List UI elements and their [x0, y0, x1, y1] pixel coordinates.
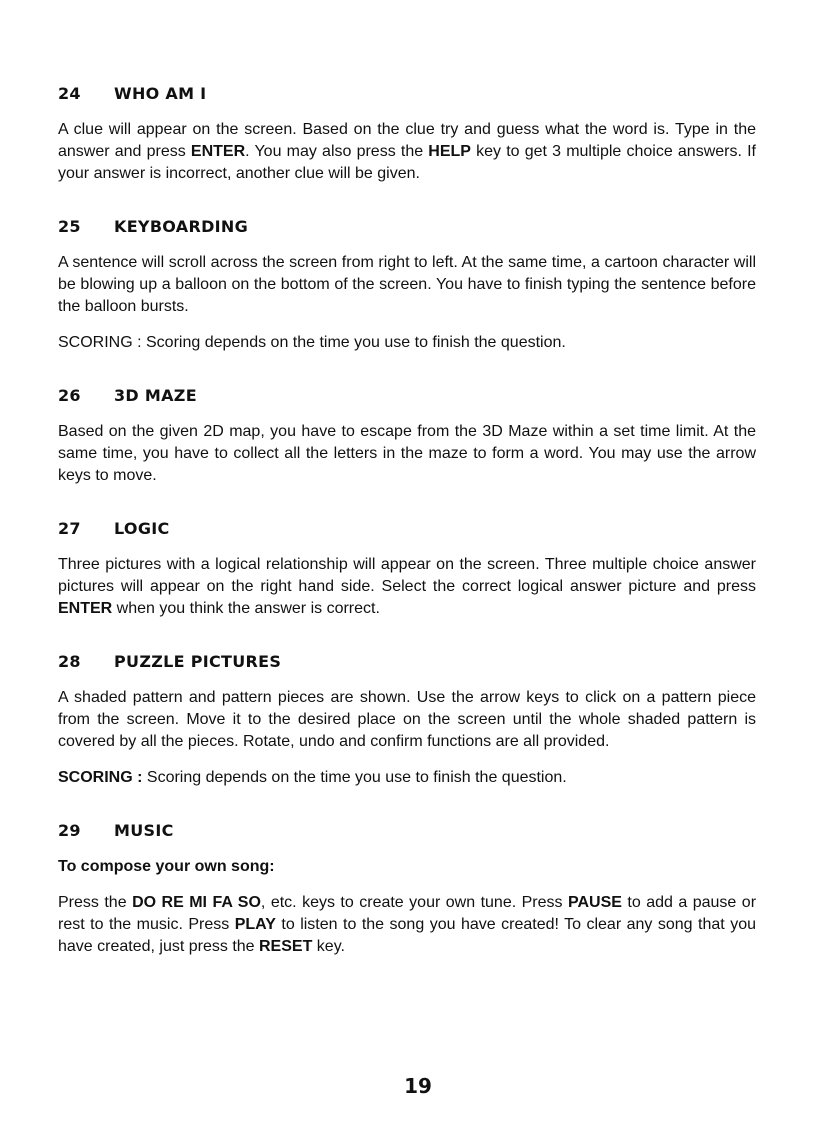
section-paragraph: A clue will appear on the screen. Based on the clue try and guess what the word is. Type in the answer and press ENTER. You may also press the HELP key to get 3 multiple choice answers. If your answer is incorrect, another clue will be given. — [58, 121, 756, 182]
section-number: 27 — [58, 519, 81, 538]
page-number: 19 — [404, 1074, 432, 1098]
section-puzzle-pictures — [58, 652, 756, 789]
play-key-label: PLAY — [234, 916, 276, 933]
section-number: 29 — [58, 821, 81, 840]
section-number: 24 — [58, 84, 81, 103]
section-heading — [58, 217, 756, 236]
help-key-label: HELP — [428, 143, 471, 160]
scoring-paragraph: SCORING : Scoring depends on the time you use to finish the question. — [58, 769, 567, 786]
section-heading — [58, 652, 756, 671]
section-paragraph: Based on the given 2D map, you have to escape from the 3D Maze within a set time limit. At the same time, you have to collect all the letters in the maze to form a word. You may use the arrow keys to move. — [58, 423, 756, 484]
section-paragraph: Three pictures with a logical relationship will appear on the screen. Three multiple choice answer pictures will appear on the right hand side. Select the correct logical answer picture and press ENTER when you think the answer is correct. — [58, 556, 756, 617]
reset-key-label: RESET — [259, 938, 313, 955]
section-logic — [58, 519, 756, 620]
section-heading — [58, 519, 756, 538]
section-title: LOGIC — [114, 519, 170, 538]
section-title: WHO AM I — [114, 84, 207, 103]
section-title: PUZZLE PICTURES — [114, 652, 282, 671]
enter-key-label: ENTER — [58, 600, 113, 617]
section-title: 3D MAZE — [114, 386, 197, 405]
scoring-paragraph: SCORING : Scoring depends on the time you use to finish the question. — [58, 334, 566, 351]
section-heading — [58, 386, 756, 405]
enter-key-label: ENTER — [190, 143, 246, 160]
section-paragraph: Press the DO RE MI FA SO, etc. keys to create your own tune. Press PAUSE to add a pause or rest to the music. Press PLAY to listen to the song you have created! To clear any song that you have created, just press the RESET key. — [58, 894, 757, 955]
section-3d-maze — [58, 386, 756, 487]
scoring-label: SCORING : — [58, 769, 143, 786]
section-number: 25 — [58, 217, 81, 236]
section-music — [58, 821, 756, 958]
section-heading — [58, 84, 756, 103]
section-title: KEYBOARDING — [114, 217, 249, 236]
section-number: 28 — [58, 652, 81, 671]
section-subheading: To compose your own song: — [58, 858, 275, 875]
section-heading — [58, 821, 756, 840]
section-keyboarding — [58, 217, 756, 354]
section-number: 26 — [58, 386, 81, 405]
note-keys-label: DO RE MI FA SO — [132, 894, 261, 911]
section-paragraph: A shaded pattern and pattern pieces are shown. Use the arrow keys to click on a pattern piece from the screen. Move it to the desired place on the screen until the whole shaded pattern is covered by all the pieces. Rotate, undo and confirm functions are all provided. — [58, 689, 756, 750]
manual-page — [58, 84, 756, 990]
pause-key-label: PAUSE — [568, 894, 622, 911]
section-paragraph: A sentence will scroll across the screen from right to left. At the same time, a cartoon character will be blowing up a balloon on the bottom of the screen. You have to finish typing the sentence before the balloon bursts. — [58, 254, 756, 315]
section-who-am-i — [58, 84, 756, 185]
section-title: MUSIC — [114, 821, 174, 840]
